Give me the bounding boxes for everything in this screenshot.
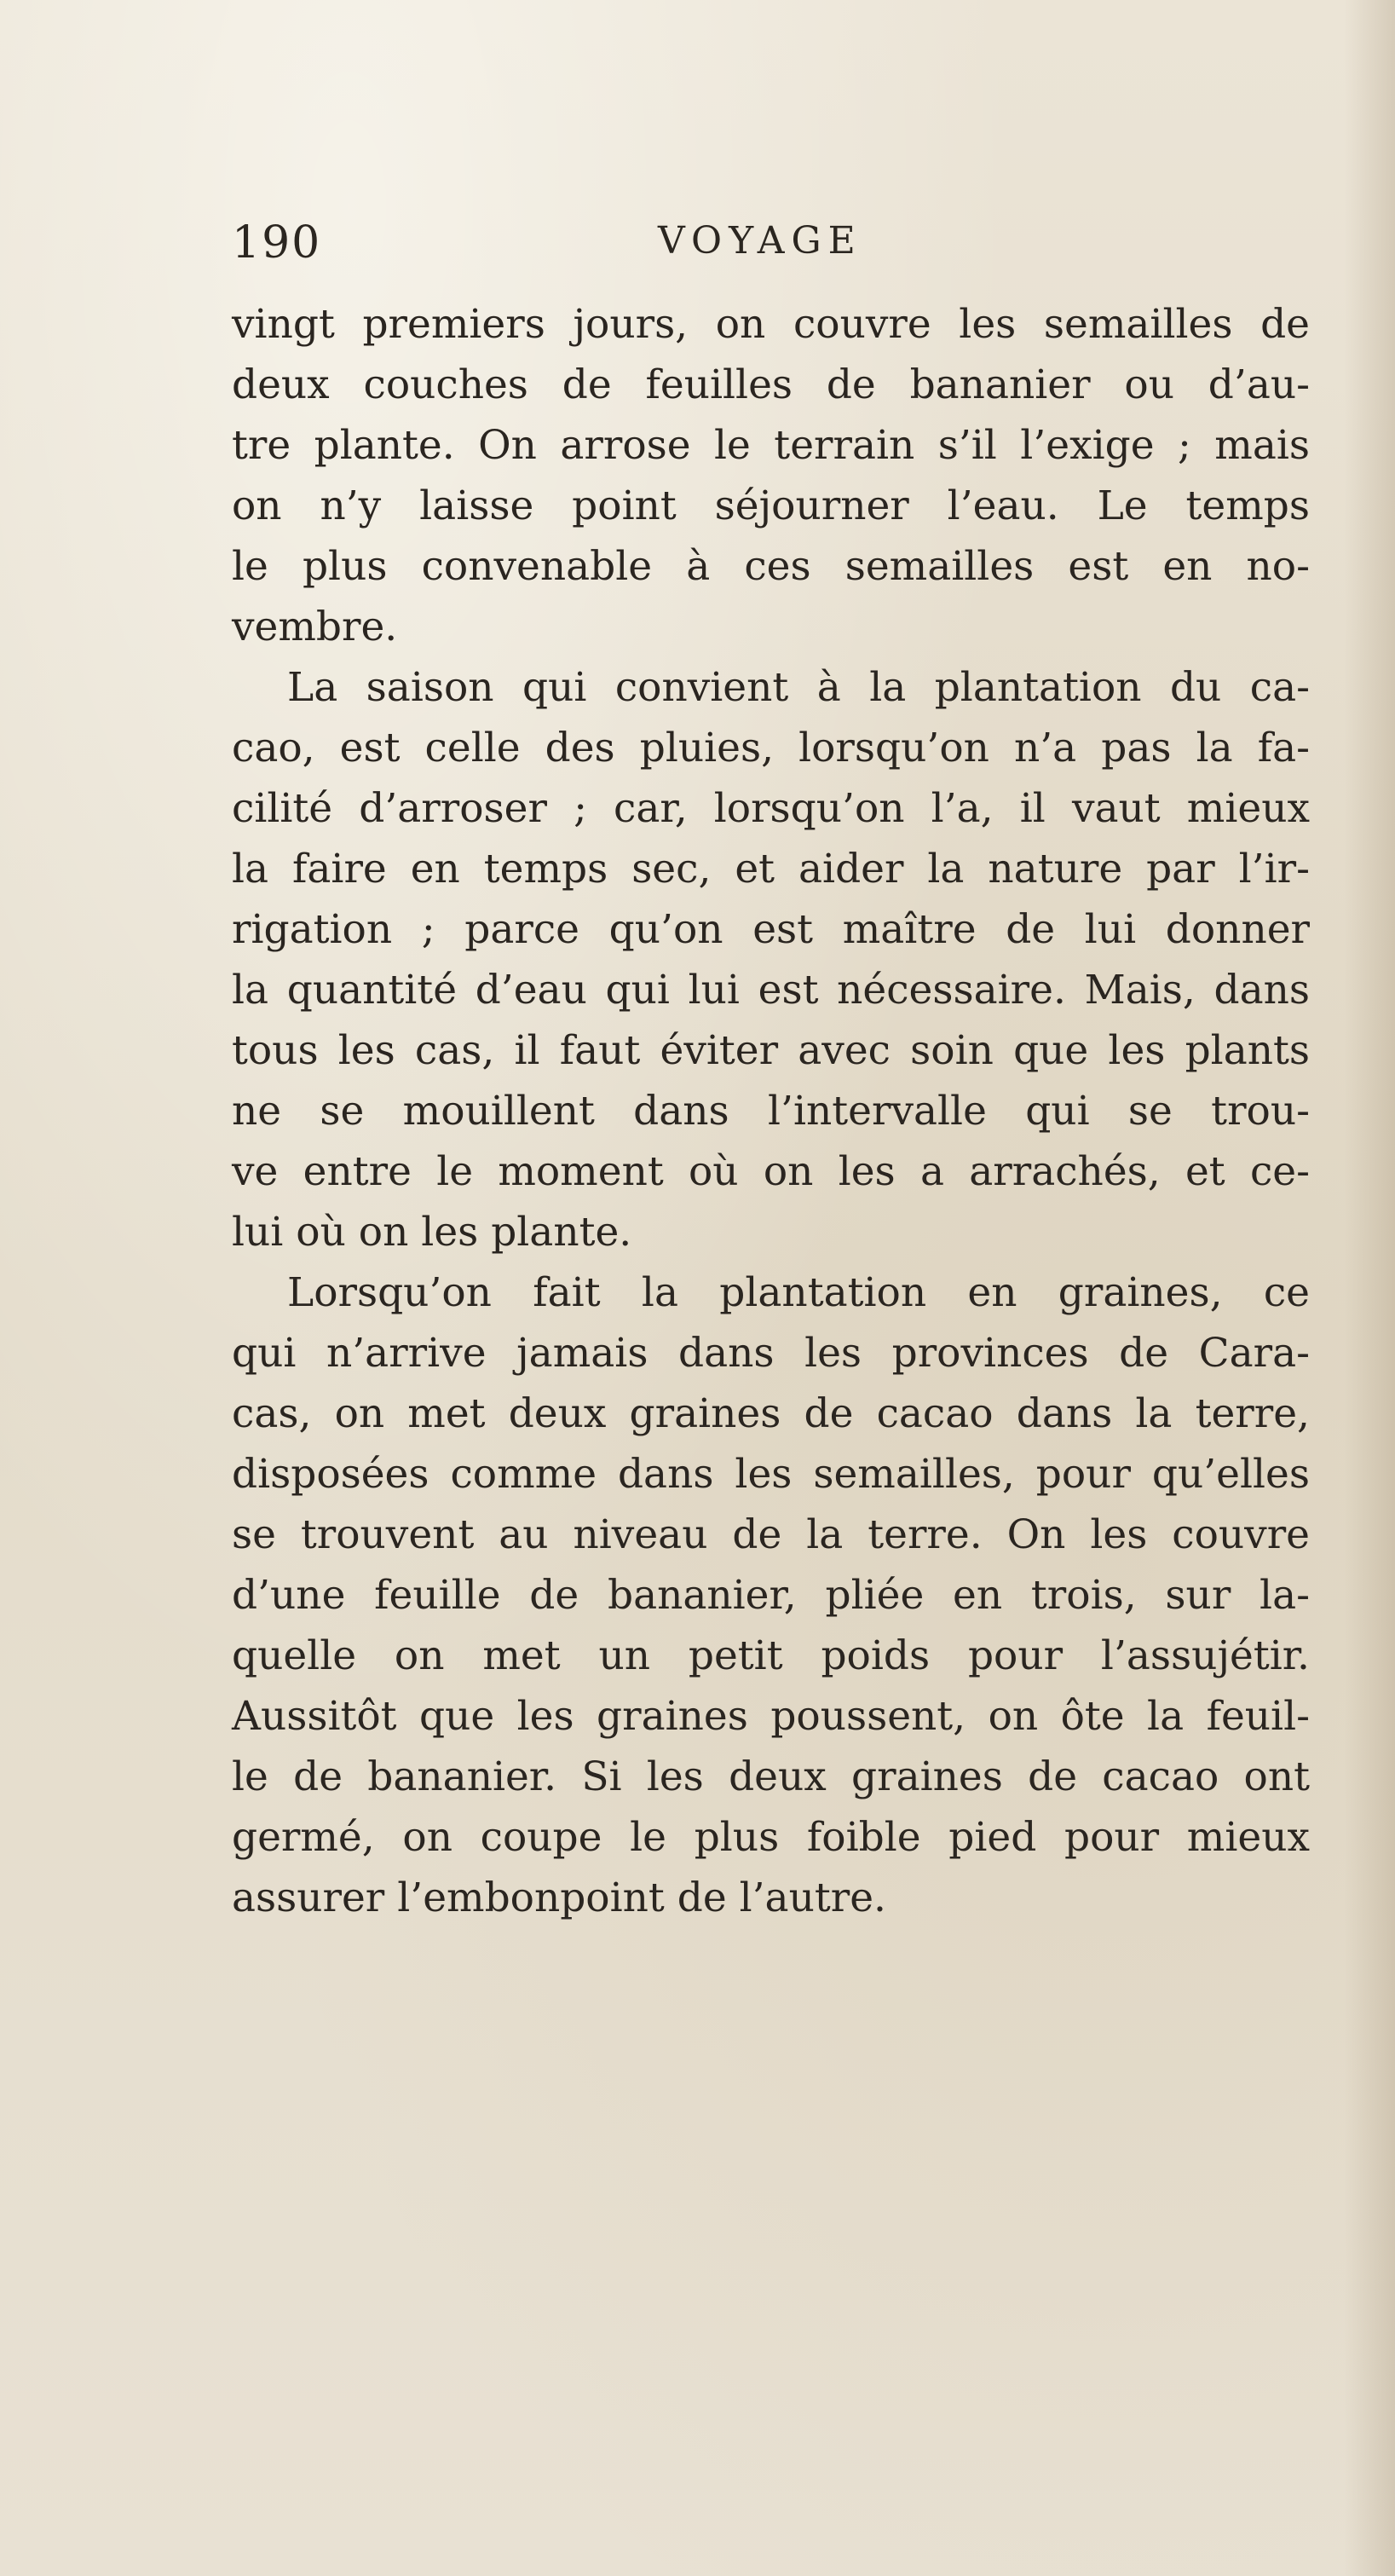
text-line: rigation ; parce qu’on est maître de lui donner bbox=[232, 906, 1310, 953]
text-line: ve entre le moment où on les a arrachés, et ce- bbox=[232, 1148, 1310, 1195]
text-line: qui n’arrive jamais dans les provinces de Cara- bbox=[232, 1330, 1310, 1377]
text-line: on n’y laisse point séjourner l’eau. Le temps bbox=[232, 482, 1310, 529]
text-line: cilité d’arroser ; car, lorsqu’on l’a, il vaut mieux bbox=[232, 785, 1310, 832]
text-line: disposées comme dans les semailles, pour qu’elles bbox=[232, 1451, 1310, 1498]
text-line: le de bananier. Si les deux graines de cacao ont bbox=[232, 1753, 1310, 1800]
text-line: cao, est celle des pluies, lorsqu’on n’a pas la fa- bbox=[232, 725, 1310, 771]
text-line: deux couches de feuilles de bananier ou d’au- bbox=[232, 361, 1310, 408]
text-line: Lorsqu’on fait la plantation en graines, ce bbox=[287, 1269, 1310, 1316]
text-line: vembre. bbox=[232, 604, 398, 650]
text-line: tous les cas, il faut éviter avec soin que les plants bbox=[232, 1027, 1310, 1074]
text-line: Aussitôt que les graines poussent, on ôte la feuil- bbox=[232, 1693, 1310, 1740]
text-line: tre plante. On arrose le terrain s’il l’exige ; mais bbox=[232, 422, 1310, 469]
text-line: le plus convenable à ces semailles est en no- bbox=[232, 543, 1310, 590]
text-line: assurer l’embonpoint de l’autre. bbox=[232, 1874, 886, 1921]
running-title: VOYAGE bbox=[658, 219, 862, 263]
text-line: quelle on met un petit poids pour l’assujétir. bbox=[232, 1632, 1310, 1679]
text-line: la faire en temps sec, et aider la nature par l’ir- bbox=[232, 846, 1310, 892]
page-number: 190 bbox=[232, 217, 322, 269]
text-line: se trouvent au niveau de la terre. On les couvre bbox=[232, 1511, 1310, 1558]
text-line: lui où on les plante. bbox=[232, 1209, 632, 1256]
text-line: La saison qui convient à la plantation du ca- bbox=[287, 664, 1310, 711]
text-line: ne se mouillent dans l’intervalle qui se trou- bbox=[232, 1088, 1310, 1135]
page-edge-shadow bbox=[1344, 0, 1395, 2576]
text-line: d’une feuille de bananier, pliée en trois, sur la- bbox=[232, 1572, 1310, 1619]
text-line: vingt premiers jours, on couvre les semailles de bbox=[232, 301, 1310, 348]
text-line: la quantité d’eau qui lui est nécessaire. Mais, dans bbox=[232, 967, 1310, 1014]
text-line: germé, on coupe le plus foible pied pour mieux bbox=[232, 1814, 1310, 1861]
body-text bbox=[232, 294, 1310, 1928]
page-header bbox=[232, 209, 1288, 286]
text-line: cas, on met deux graines de cacao dans la terre, bbox=[232, 1390, 1310, 1437]
